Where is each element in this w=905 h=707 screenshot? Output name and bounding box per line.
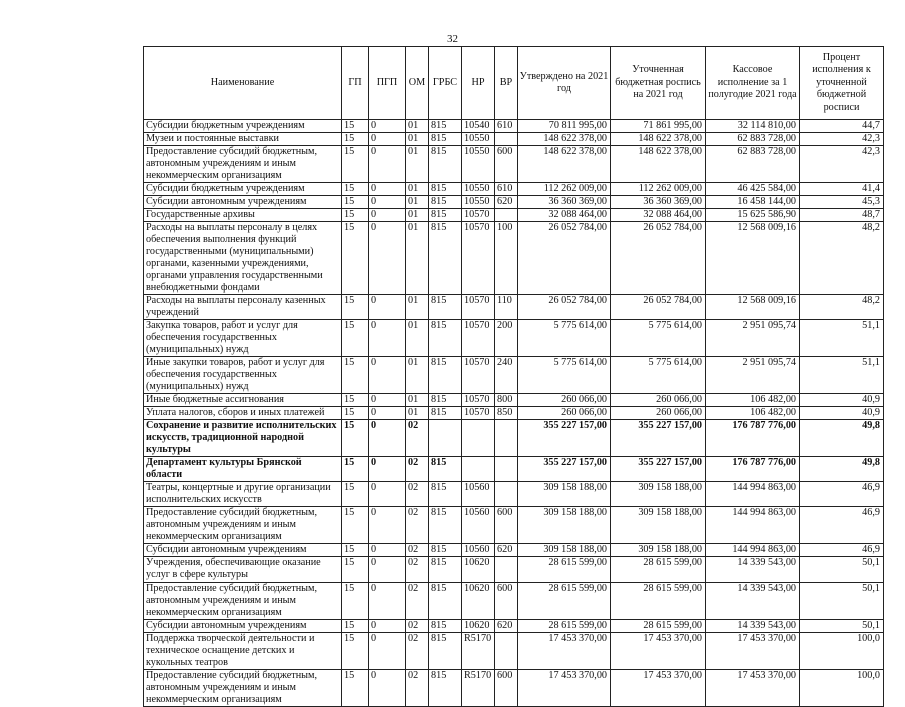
cell-name: Предоставление субсидий бюджетным, автономным учреждениям и иным некоммерческим организациям <box>144 669 342 706</box>
cell-name: Иные бюджетные ассигнования <box>144 394 342 407</box>
cell-gp: 15 <box>342 544 369 557</box>
cell-nr: 10550 <box>462 196 495 209</box>
cell-grbs: 815 <box>429 507 462 544</box>
cell-om: 02 <box>406 482 429 507</box>
cell-grbs: 815 <box>429 320 462 357</box>
cell-nr: R5170 <box>462 632 495 669</box>
table-row <box>144 482 884 507</box>
cell-approved: 148 622 378,00 <box>518 146 611 183</box>
cell-refined: 28 615 599,00 <box>611 582 706 619</box>
cell-refined: 26 052 784,00 <box>611 222 706 295</box>
cell-vr: 850 <box>495 407 518 420</box>
cell-name: Государственные архивы <box>144 209 342 222</box>
cell-approved: 28 615 599,00 <box>518 582 611 619</box>
cell-om: 01 <box>406 407 429 420</box>
cell-refined: 309 158 188,00 <box>611 482 706 507</box>
cell-grbs: 815 <box>429 632 462 669</box>
cell-nr: 10620 <box>462 619 495 632</box>
cell-approved: 28 615 599,00 <box>518 557 611 582</box>
cell-cash: 16 458 144,00 <box>706 196 800 209</box>
cell-refined: 17 453 370,00 <box>611 669 706 706</box>
cell-percent: 50,1 <box>800 582 884 619</box>
cell-name: Расходы на выплаты персоналу казенных учреждений <box>144 295 342 320</box>
cell-percent: 46,9 <box>800 507 884 544</box>
cell-gp: 15 <box>342 320 369 357</box>
cell-percent: 42,3 <box>800 146 884 183</box>
header-pgp: ПГП <box>369 47 406 120</box>
cell-gp: 15 <box>342 133 369 146</box>
cell-vr: 620 <box>495 196 518 209</box>
cell-om: 02 <box>406 507 429 544</box>
cell-grbs: 815 <box>429 544 462 557</box>
cell-cash: 15 625 586,90 <box>706 209 800 222</box>
cell-nr: 10570 <box>462 222 495 295</box>
cell-gp: 15 <box>342 394 369 407</box>
cell-refined: 28 615 599,00 <box>611 619 706 632</box>
cell-vr: 620 <box>495 544 518 557</box>
table-row <box>144 133 884 146</box>
cell-om: 01 <box>406 183 429 196</box>
cell-gp: 15 <box>342 183 369 196</box>
cell-om: 01 <box>406 146 429 183</box>
cell-nr: 10620 <box>462 582 495 619</box>
cell-pgp: 0 <box>369 320 406 357</box>
cell-name: Учреждения, обеспечивающие оказание услуг в сфере культуры <box>144 557 342 582</box>
cell-percent: 48,2 <box>800 295 884 320</box>
cell-vr: 600 <box>495 582 518 619</box>
cell-nr: R5170 <box>462 669 495 706</box>
cell-approved: 112 262 009,00 <box>518 183 611 196</box>
cell-cash: 2 951 095,74 <box>706 320 800 357</box>
cell-grbs: 815 <box>429 209 462 222</box>
cell-om: 02 <box>406 669 429 706</box>
cell-refined: 260 066,00 <box>611 407 706 420</box>
cell-cash: 62 883 728,00 <box>706 133 800 146</box>
cell-cash: 17 453 370,00 <box>706 632 800 669</box>
cell-approved: 260 066,00 <box>518 394 611 407</box>
cell-om: 01 <box>406 357 429 394</box>
cell-om: 02 <box>406 457 429 482</box>
table-row <box>144 557 884 582</box>
cell-pgp: 0 <box>369 582 406 619</box>
cell-name: Предоставление субсидий бюджетным, автономным учреждениям и иным некоммерческим организациям <box>144 582 342 619</box>
cell-name: Субсидии автономным учреждениям <box>144 619 342 632</box>
cell-approved: 32 088 464,00 <box>518 209 611 222</box>
cell-pgp: 0 <box>369 557 406 582</box>
cell-cash: 106 482,00 <box>706 394 800 407</box>
cell-grbs: 815 <box>429 619 462 632</box>
table-row <box>144 457 884 482</box>
cell-percent: 40,9 <box>800 394 884 407</box>
cell-om: 02 <box>406 582 429 619</box>
cell-name: Сохранение и развитие исполнительских искусств, традиционной народной культуры <box>144 420 342 457</box>
cell-cash: 14 339 543,00 <box>706 619 800 632</box>
cell-pgp: 0 <box>369 482 406 507</box>
cell-cash: 62 883 728,00 <box>706 146 800 183</box>
cell-gp: 15 <box>342 146 369 183</box>
header-grbs: ГРБС <box>429 47 462 120</box>
cell-om: 01 <box>406 209 429 222</box>
table-row <box>144 146 884 183</box>
cell-grbs: 815 <box>429 196 462 209</box>
cell-name: Предоставление субсидий бюджетным, автономным учреждениям и иным некоммерческим организациям <box>144 507 342 544</box>
cell-vr: 600 <box>495 669 518 706</box>
cell-gp: 15 <box>342 482 369 507</box>
header-approved: Утверждено на 2021 год <box>518 47 611 120</box>
cell-om: 02 <box>406 544 429 557</box>
cell-grbs: 815 <box>429 557 462 582</box>
header-refined: Уточненная бюджетная роспись на 2021 год <box>611 47 706 120</box>
table-row <box>144 420 884 457</box>
table-row <box>144 544 884 557</box>
cell-vr: 100 <box>495 222 518 295</box>
cell-percent: 100,0 <box>800 669 884 706</box>
cell-cash: 14 339 543,00 <box>706 557 800 582</box>
cell-approved: 17 453 370,00 <box>518 632 611 669</box>
cell-cash: 46 425 584,00 <box>706 183 800 196</box>
cell-refined: 355 227 157,00 <box>611 457 706 482</box>
cell-name: Субсидии бюджетным учреждениям <box>144 120 342 133</box>
cell-percent: 49,8 <box>800 420 884 457</box>
cell-nr: 10570 <box>462 357 495 394</box>
header-percent: Процент исполнения к уточненной бюджетной росписи <box>800 47 884 120</box>
cell-grbs: 815 <box>429 295 462 320</box>
cell-om: 01 <box>406 133 429 146</box>
cell-name: Субсидии автономным учреждениям <box>144 196 342 209</box>
table-row <box>144 632 884 669</box>
cell-approved: 70 811 995,00 <box>518 120 611 133</box>
cell-gp: 15 <box>342 407 369 420</box>
cell-percent: 45,3 <box>800 196 884 209</box>
cell-nr <box>462 457 495 482</box>
header-gp: ГП <box>342 47 369 120</box>
table-row <box>144 582 884 619</box>
cell-refined: 355 227 157,00 <box>611 420 706 457</box>
cell-cash: 176 787 776,00 <box>706 457 800 482</box>
cell-nr: 10570 <box>462 407 495 420</box>
cell-pgp: 0 <box>369 407 406 420</box>
cell-approved: 17 453 370,00 <box>518 669 611 706</box>
cell-approved: 28 615 599,00 <box>518 619 611 632</box>
cell-pgp: 0 <box>369 669 406 706</box>
cell-grbs: 815 <box>429 582 462 619</box>
cell-pgp: 0 <box>369 133 406 146</box>
cell-name: Субсидии автономным учреждениям <box>144 544 342 557</box>
table-row <box>144 357 884 394</box>
cell-grbs: 815 <box>429 407 462 420</box>
cell-approved: 26 052 784,00 <box>518 222 611 295</box>
cell-name: Предоставление субсидий бюджетным, автономным учреждениям и иным некоммерческим организациям <box>144 146 342 183</box>
cell-vr: 600 <box>495 507 518 544</box>
cell-percent: 100,0 <box>800 632 884 669</box>
cell-gp: 15 <box>342 420 369 457</box>
header-nr: НР <box>462 47 495 120</box>
cell-refined: 260 066,00 <box>611 394 706 407</box>
header-name: Наименование <box>144 47 342 120</box>
cell-gp: 15 <box>342 120 369 133</box>
cell-approved: 36 360 369,00 <box>518 196 611 209</box>
cell-grbs: 815 <box>429 669 462 706</box>
cell-nr: 10550 <box>462 183 495 196</box>
cell-percent: 46,9 <box>800 482 884 507</box>
cell-percent: 48,7 <box>800 209 884 222</box>
cell-percent: 50,1 <box>800 619 884 632</box>
cell-approved: 260 066,00 <box>518 407 611 420</box>
cell-grbs: 815 <box>429 222 462 295</box>
cell-om: 02 <box>406 619 429 632</box>
cell-vr: 620 <box>495 619 518 632</box>
cell-refined: 28 615 599,00 <box>611 557 706 582</box>
cell-pgp: 0 <box>369 209 406 222</box>
cell-refined: 71 861 995,00 <box>611 120 706 133</box>
cell-gp: 15 <box>342 632 369 669</box>
cell-nr: 10570 <box>462 295 495 320</box>
cell-vr <box>495 557 518 582</box>
cell-cash: 32 114 810,00 <box>706 120 800 133</box>
cell-gp: 15 <box>342 357 369 394</box>
cell-refined: 17 453 370,00 <box>611 632 706 669</box>
cell-cash: 144 994 863,00 <box>706 507 800 544</box>
table-row <box>144 209 884 222</box>
cell-name: Театры, концертные и другие организации исполнительских искусств <box>144 482 342 507</box>
table-row <box>144 407 884 420</box>
cell-refined: 36 360 369,00 <box>611 196 706 209</box>
cell-vr <box>495 133 518 146</box>
cell-vr <box>495 209 518 222</box>
cell-pgp: 0 <box>369 544 406 557</box>
cell-refined: 5 775 614,00 <box>611 320 706 357</box>
cell-refined: 309 158 188,00 <box>611 544 706 557</box>
cell-vr <box>495 420 518 457</box>
cell-gp: 15 <box>342 582 369 619</box>
cell-percent: 50,1 <box>800 557 884 582</box>
cell-refined: 5 775 614,00 <box>611 357 706 394</box>
table-row <box>144 222 884 295</box>
cell-grbs: 815 <box>429 120 462 133</box>
table-row <box>144 669 884 706</box>
cell-nr: 10570 <box>462 320 495 357</box>
header-om: ОМ <box>406 47 429 120</box>
cell-pgp: 0 <box>369 222 406 295</box>
table-row <box>144 320 884 357</box>
cell-grbs: 815 <box>429 357 462 394</box>
table-body <box>144 120 884 707</box>
cell-grbs <box>429 420 462 457</box>
cell-name: Субсидии бюджетным учреждениям <box>144 183 342 196</box>
table-row <box>144 183 884 196</box>
cell-gp: 15 <box>342 457 369 482</box>
page-number: 32 <box>447 33 458 45</box>
cell-nr: 10620 <box>462 557 495 582</box>
cell-grbs: 815 <box>429 394 462 407</box>
cell-pgp: 0 <box>369 183 406 196</box>
cell-refined: 32 088 464,00 <box>611 209 706 222</box>
cell-pgp: 0 <box>369 457 406 482</box>
cell-nr <box>462 420 495 457</box>
cell-om: 01 <box>406 120 429 133</box>
table-row <box>144 394 884 407</box>
cell-grbs: 815 <box>429 146 462 183</box>
header-cash: Кассовое исполнение за 1 полугодие 2021 года <box>706 47 800 120</box>
cell-cash: 106 482,00 <box>706 407 800 420</box>
table-row <box>144 120 884 133</box>
cell-grbs: 815 <box>429 482 462 507</box>
cell-percent: 44,7 <box>800 120 884 133</box>
table-row <box>144 295 884 320</box>
cell-percent: 46,9 <box>800 544 884 557</box>
cell-vr <box>495 482 518 507</box>
cell-pgp: 0 <box>369 120 406 133</box>
cell-nr: 10570 <box>462 209 495 222</box>
table-row <box>144 507 884 544</box>
cell-gp: 15 <box>342 507 369 544</box>
budget-table <box>143 46 884 707</box>
cell-percent: 51,1 <box>800 357 884 394</box>
cell-name: Уплата налогов, сборов и иных платежей <box>144 407 342 420</box>
cell-cash: 2 951 095,74 <box>706 357 800 394</box>
cell-percent: 41,4 <box>800 183 884 196</box>
cell-percent: 48,2 <box>800 222 884 295</box>
cell-name: Поддержка творческой деятельности и техническое оснащение детских и кукольных театров <box>144 632 342 669</box>
cell-gp: 15 <box>342 669 369 706</box>
cell-name: Расходы на выплаты персоналу в целях обеспечения выполнения функций государственными (муниципальными) органами, казенными учреждениями, органами управления государственными внебюджетными фондами <box>144 222 342 295</box>
cell-cash: 12 568 009,16 <box>706 222 800 295</box>
cell-nr: 10570 <box>462 394 495 407</box>
cell-refined: 309 158 188,00 <box>611 507 706 544</box>
cell-pgp: 0 <box>369 507 406 544</box>
cell-approved: 309 158 188,00 <box>518 544 611 557</box>
cell-om: 02 <box>406 557 429 582</box>
cell-nr: 10560 <box>462 482 495 507</box>
cell-pgp: 0 <box>369 394 406 407</box>
cell-approved: 26 052 784,00 <box>518 295 611 320</box>
cell-refined: 112 262 009,00 <box>611 183 706 196</box>
cell-om: 02 <box>406 420 429 457</box>
cell-cash: 144 994 863,00 <box>706 544 800 557</box>
cell-cash: 14 339 543,00 <box>706 582 800 619</box>
cell-vr <box>495 457 518 482</box>
cell-nr: 10550 <box>462 133 495 146</box>
cell-pgp: 0 <box>369 632 406 669</box>
cell-approved: 5 775 614,00 <box>518 357 611 394</box>
cell-name: Иные закупки товаров, работ и услуг для обеспечения государственных (муниципальных) нужд <box>144 357 342 394</box>
cell-vr: 610 <box>495 183 518 196</box>
cell-percent: 49,8 <box>800 457 884 482</box>
cell-om: 01 <box>406 320 429 357</box>
table-row <box>144 619 884 632</box>
cell-approved: 309 158 188,00 <box>518 507 611 544</box>
cell-vr: 610 <box>495 120 518 133</box>
cell-gp: 15 <box>342 557 369 582</box>
cell-cash: 176 787 776,00 <box>706 420 800 457</box>
cell-om: 01 <box>406 222 429 295</box>
cell-vr: 600 <box>495 146 518 183</box>
cell-percent: 51,1 <box>800 320 884 357</box>
cell-vr: 110 <box>495 295 518 320</box>
cell-om: 01 <box>406 295 429 320</box>
cell-refined: 148 622 378,00 <box>611 146 706 183</box>
cell-vr <box>495 632 518 669</box>
header-vr: ВР <box>495 47 518 120</box>
cell-gp: 15 <box>342 196 369 209</box>
cell-gp: 15 <box>342 222 369 295</box>
cell-approved: 355 227 157,00 <box>518 420 611 457</box>
cell-pgp: 0 <box>369 295 406 320</box>
cell-pgp: 0 <box>369 146 406 183</box>
cell-name: Музеи и постоянные выставки <box>144 133 342 146</box>
cell-approved: 5 775 614,00 <box>518 320 611 357</box>
cell-pgp: 0 <box>369 196 406 209</box>
cell-cash: 12 568 009,16 <box>706 295 800 320</box>
cell-om: 01 <box>406 394 429 407</box>
cell-grbs: 815 <box>429 183 462 196</box>
cell-pgp: 0 <box>369 619 406 632</box>
cell-om: 01 <box>406 196 429 209</box>
cell-name: Закупка товаров, работ и услуг для обеспечения государственных (муниципальных) нужд <box>144 320 342 357</box>
cell-nr: 10550 <box>462 146 495 183</box>
cell-percent: 42,3 <box>800 133 884 146</box>
cell-grbs: 815 <box>429 457 462 482</box>
cell-nr: 10560 <box>462 507 495 544</box>
cell-pgp: 0 <box>369 420 406 457</box>
cell-pgp: 0 <box>369 357 406 394</box>
cell-refined: 148 622 378,00 <box>611 133 706 146</box>
cell-cash: 17 453 370,00 <box>706 669 800 706</box>
cell-cash: 144 994 863,00 <box>706 482 800 507</box>
cell-approved: 355 227 157,00 <box>518 457 611 482</box>
cell-refined: 26 052 784,00 <box>611 295 706 320</box>
cell-approved: 148 622 378,00 <box>518 133 611 146</box>
cell-gp: 15 <box>342 619 369 632</box>
table-row <box>144 196 884 209</box>
cell-name: Департамент культуры Брянской области <box>144 457 342 482</box>
cell-nr: 10560 <box>462 544 495 557</box>
cell-percent: 40,9 <box>800 407 884 420</box>
cell-om: 02 <box>406 632 429 669</box>
cell-gp: 15 <box>342 295 369 320</box>
cell-gp: 15 <box>342 209 369 222</box>
cell-approved: 309 158 188,00 <box>518 482 611 507</box>
cell-vr: 800 <box>495 394 518 407</box>
cell-vr: 200 <box>495 320 518 357</box>
cell-nr: 10540 <box>462 120 495 133</box>
cell-vr: 240 <box>495 357 518 394</box>
cell-grbs: 815 <box>429 133 462 146</box>
header-row <box>144 47 884 120</box>
